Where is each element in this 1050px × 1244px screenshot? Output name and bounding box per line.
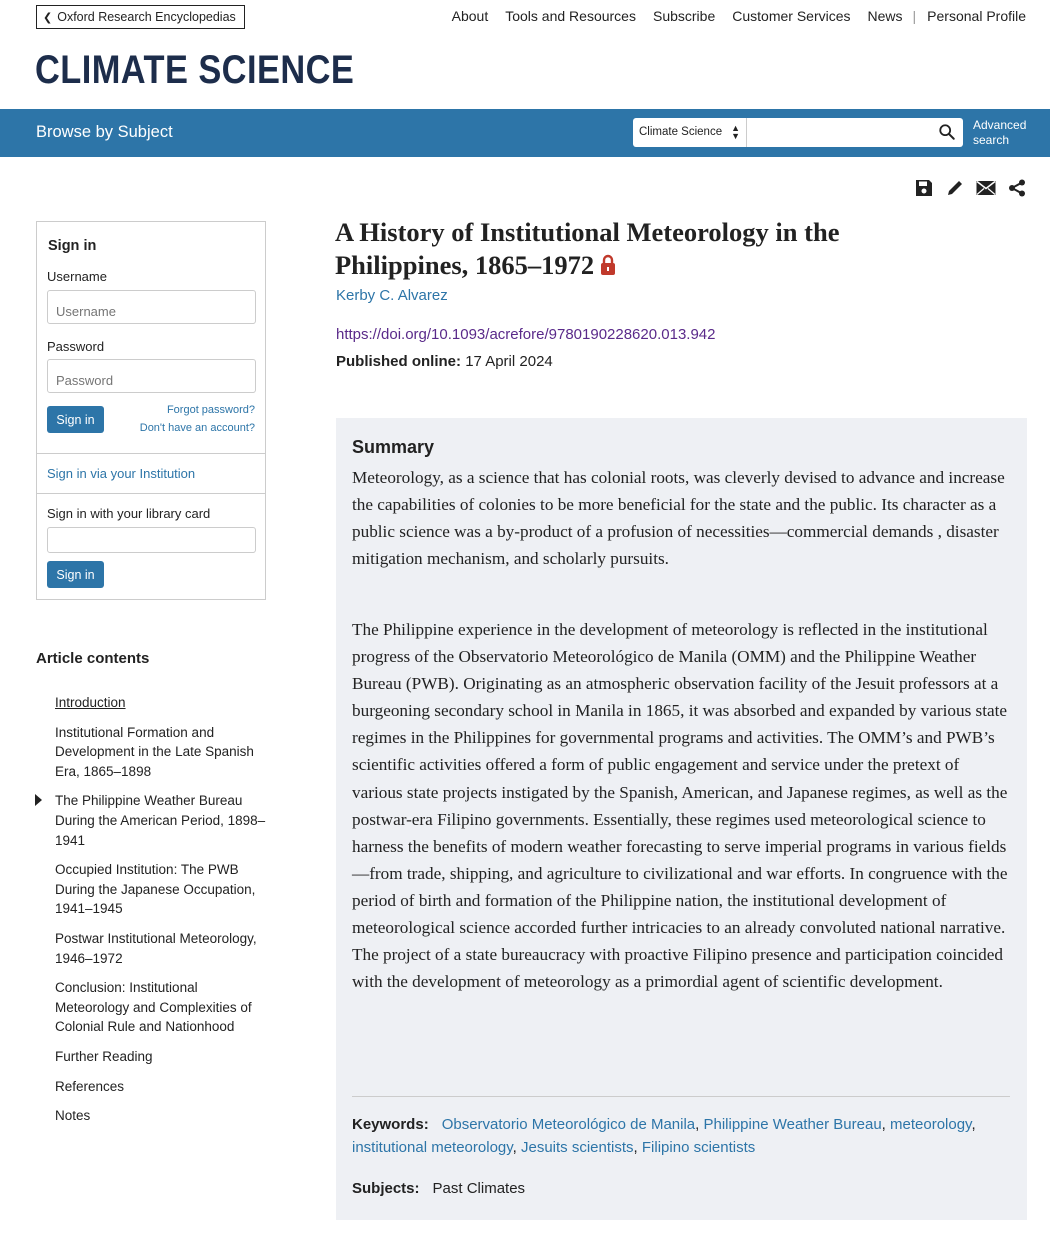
subjects-label: Subjects:: [352, 1180, 420, 1197]
chevron-left-icon: ❮: [43, 11, 53, 24]
sign-in-institution-link[interactable]: Sign in via your Institution: [47, 466, 196, 481]
doi-link[interactable]: https://doi.org/10.1093/acrefore/9780190228620.013.942: [336, 326, 716, 343]
site-title[interactable]: CLIMATE SCIENCE: [35, 48, 355, 92]
search-input[interactable]: [747, 118, 963, 147]
table-of-contents: [55, 693, 270, 1136]
sign-in-panel: [36, 221, 266, 600]
author-link[interactable]: Kerby C. Alvarez: [336, 287, 448, 304]
nav-tools-and-resources[interactable]: Tools and Resources: [505, 8, 636, 24]
toc-item-references[interactable]: References: [55, 1078, 125, 1094]
toc-item-further-reading[interactable]: Further Reading: [55, 1048, 153, 1064]
password-input[interactable]: [47, 359, 256, 393]
divider: [37, 493, 265, 494]
library-card-input[interactable]: [47, 527, 256, 553]
summary-title: Summary: [352, 437, 435, 457]
keyword-link[interactable]: Observatorio Meteorológico de Manila: [441, 1116, 696, 1133]
keywords: Keywords: Observatorio Meteorológico de Manila, Philippine Weather Bureau, meteorology, institutional meteorology, Jesuits scientists, Filipino scientists: [352, 1116, 976, 1156]
nav-subscribe[interactable]: Subscribe: [652, 8, 716, 24]
create-account-link[interactable]: Don't have an account?: [139, 422, 255, 434]
top-navigation: [435, 8, 1026, 24]
select-arrows-icon: ▲ ▼: [731, 123, 740, 141]
toc-item-american-period[interactable]: [55, 791, 270, 850]
advanced-search-line1: Advanced: [973, 118, 1027, 132]
search-icon[interactable]: [938, 123, 956, 141]
subject-bar: [0, 109, 1050, 157]
library-card-label: Sign in with your library card: [47, 506, 211, 521]
toc-item-conclusion[interactable]: Conclusion: Institutional Meteorology and Complexities of Colonial Rule and Nationhood: [55, 980, 252, 1035]
share-icon[interactable]: [1007, 178, 1027, 198]
keywords-label: Keywords:: [352, 1116, 429, 1133]
save-icon[interactable]: [914, 178, 934, 198]
nav-separator: |: [912, 8, 917, 24]
toc-item-introduction[interactable]: Introduction: [55, 695, 126, 710]
summary-paragraph-2: The Philippine experience in the development of meteorology is reflected in the institutional progress of the Observatorio Meteorológico de Manila (OMM) and the Philippine Weather Bureau (PWB). Originating as an atmospheric observation facility of the Jesuit professors at a burgeoning secondary school in Manila in 1865, it was absorbed and expanded by various state regimes in the Philippines for governmental programs and activities. The OMM’s and PWB’s scientific activities offered a form of public engagement and service under the pretext of various state projects instigated by the Spanish, American, and Japanese regimes, as well as the postwar-era Filipino governments. Essentially, these regimes used meteorological science to harness the benefits of modern weather forecasting to serve imperial programs in various fields—from trade, shipping, and agriculture to civilizational and war efforts. In congruence with the period of birth and formation of the Philippine nation, the institutional development of meteorological science accorded further intricacies to an already convoluted national narrative. The project of a state bureaucracy with proactive Filipino presence and participation coincided with the development of meteorology as a primordial agent of scientific development.: [352, 620, 1008, 992]
article-tools: [914, 178, 1038, 198]
username-label: Username: [47, 269, 107, 284]
keyword-link[interactable]: Filipino scientists: [641, 1139, 756, 1156]
subject-value[interactable]: Past Climates: [432, 1180, 526, 1197]
subject-select[interactable]: [633, 118, 747, 147]
browse-by-subject[interactable]: Browse by Subject: [36, 123, 173, 141]
summary-panel: [336, 418, 1027, 1220]
oxford-research-encyclopedias-link[interactable]: [36, 5, 245, 29]
forgot-password-link[interactable]: Forgot password?: [166, 404, 255, 416]
toc-item-notes[interactable]: Notes: [55, 1108, 91, 1124]
published-label: Published online:: [336, 353, 462, 370]
published-date: 17 April 2024: [465, 353, 553, 370]
article-title-text: A History of Institutional Meteorology in the Philippines, 1865–1972: [335, 217, 840, 280]
advanced-search-line2: search: [973, 133, 1010, 147]
toc-item-postwar[interactable]: Postwar Institutional Meteorology, 1946–1972: [55, 930, 257, 966]
divider: [37, 453, 265, 454]
username-input[interactable]: [47, 290, 256, 324]
published-online: [336, 353, 553, 370]
cite-pencil-icon[interactable]: [945, 178, 965, 198]
keyword-link[interactable]: institutional meteorology: [352, 1139, 513, 1156]
sign-in-button[interactable]: Sign in: [47, 406, 104, 433]
lock-icon: [600, 254, 616, 276]
nav-personal-profile[interactable]: Personal Profile: [927, 8, 1026, 24]
oxford-link-label: Oxford Research Encyclopedias: [57, 10, 236, 24]
article-title: [335, 216, 935, 282]
toc-item-japanese-occupation[interactable]: Occupied Institution: The PWB During the Japanese Occupation, 1941–1945: [55, 862, 256, 917]
nav-customer-services[interactable]: Customer Services: [732, 8, 851, 24]
advanced-search-link[interactable]: [973, 118, 1026, 148]
toc-item-label: The Philippine Weather Bureau During the American Period, 1898–1941: [55, 793, 266, 848]
summary-paragraph-1: Meteorology, as a science that has colonial roots, was cleverly devised to advance and increase the capabilities of colonies to be more beneficial for the state and the public. Its character as a public science was a by-product of a profusion of necessities—commercial demands , disaster mitigation mechanism, and scholarly pursuits.: [352, 468, 1005, 569]
nav-about[interactable]: About: [451, 8, 489, 24]
keyword-link[interactable]: Philippine Weather Bureau: [703, 1116, 882, 1133]
toc-item-spanish-era[interactable]: Institutional Formation and Development in the Late Spanish Era, 1865–1898: [55, 724, 254, 779]
nav-news[interactable]: News: [867, 8, 903, 24]
keyword-link[interactable]: meteorology: [890, 1116, 972, 1133]
subjects: [352, 1180, 525, 1197]
article-contents-title: Article contents: [36, 650, 150, 667]
keyword-link[interactable]: Jesuits scientists: [521, 1139, 634, 1156]
password-label: Password: [47, 339, 105, 354]
subject-select-value: Climate Science: [639, 126, 723, 138]
sign-in-title: Sign in: [48, 238, 97, 254]
divider: [352, 1096, 1010, 1097]
library-sign-in-button[interactable]: Sign in: [47, 561, 104, 588]
caret-right-icon: [35, 794, 42, 806]
email-icon[interactable]: [976, 178, 996, 198]
